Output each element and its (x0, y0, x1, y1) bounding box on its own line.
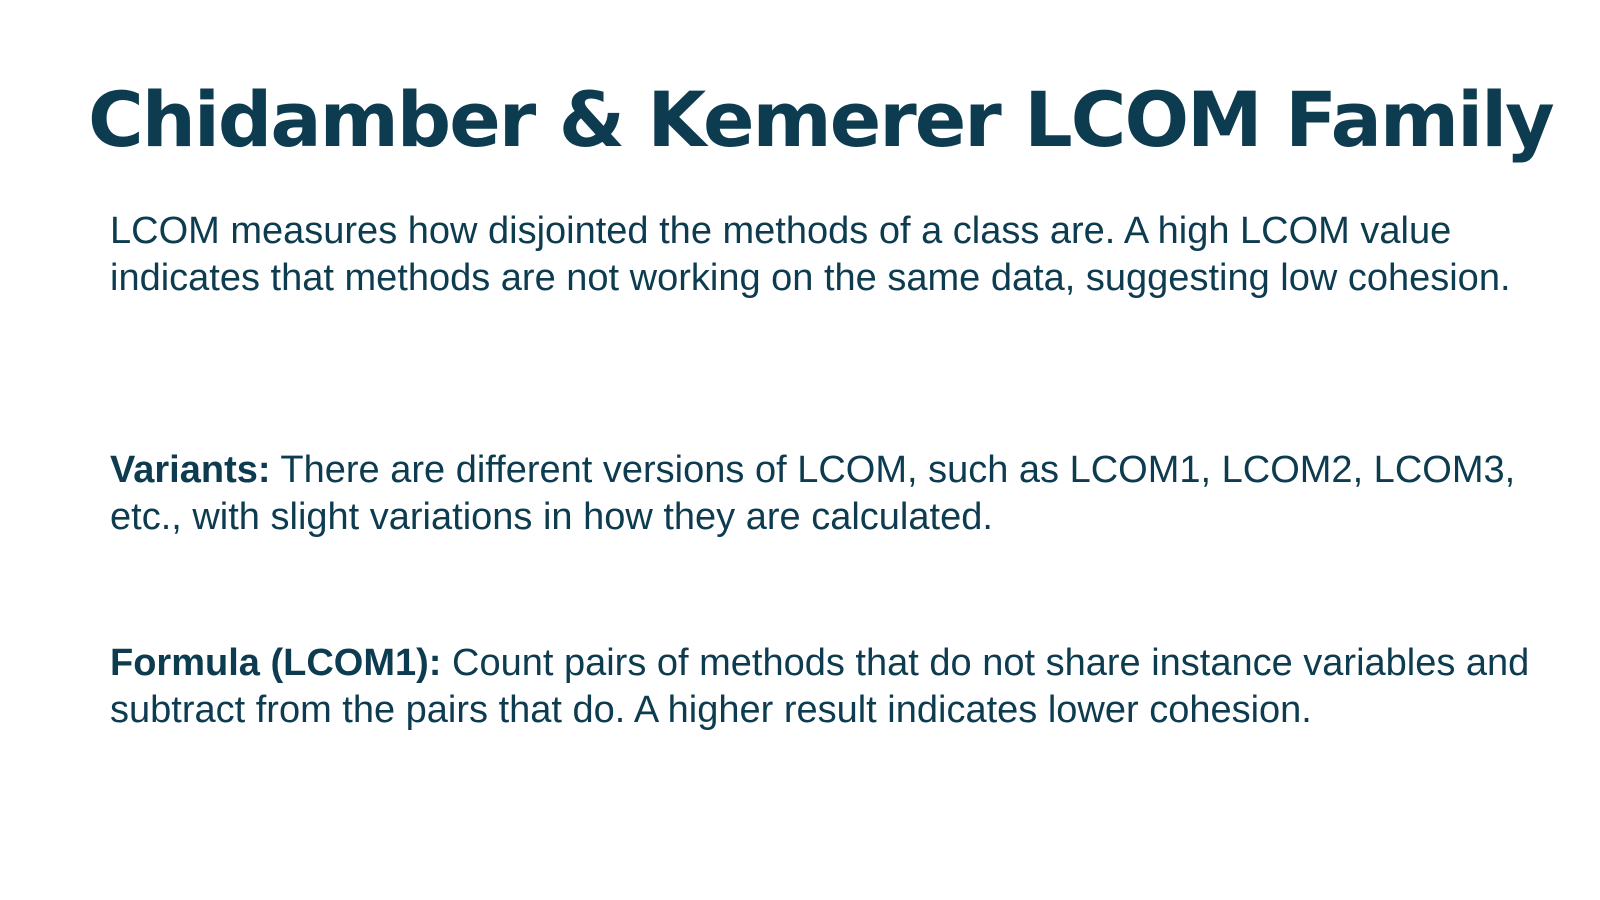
variants-label: Variants: (110, 449, 271, 491)
formula-text: Count pairs of methods that do not share instance variables and subtract from the pairs that do. A higher result indicates lower cohesion. (110, 642, 1530, 731)
formula-paragraph (110, 640, 1530, 734)
variants-paragraph (110, 447, 1530, 541)
variants-text: There are different versions of LCOM, such as LCOM1, LCOM2, LCOM3, etc., with slight variations in how they are calculated. (110, 449, 1516, 538)
formula-label: Formula (LCOM1): (110, 642, 442, 684)
slide-title: Chidamber & Kemerer LCOM Family (88, 75, 1553, 164)
intro-paragraph: LCOM measures how disjointed the methods of a class are. A high LCOM value indicates that methods are not working on the same data, suggesting low cohesion. (110, 210, 1511, 299)
